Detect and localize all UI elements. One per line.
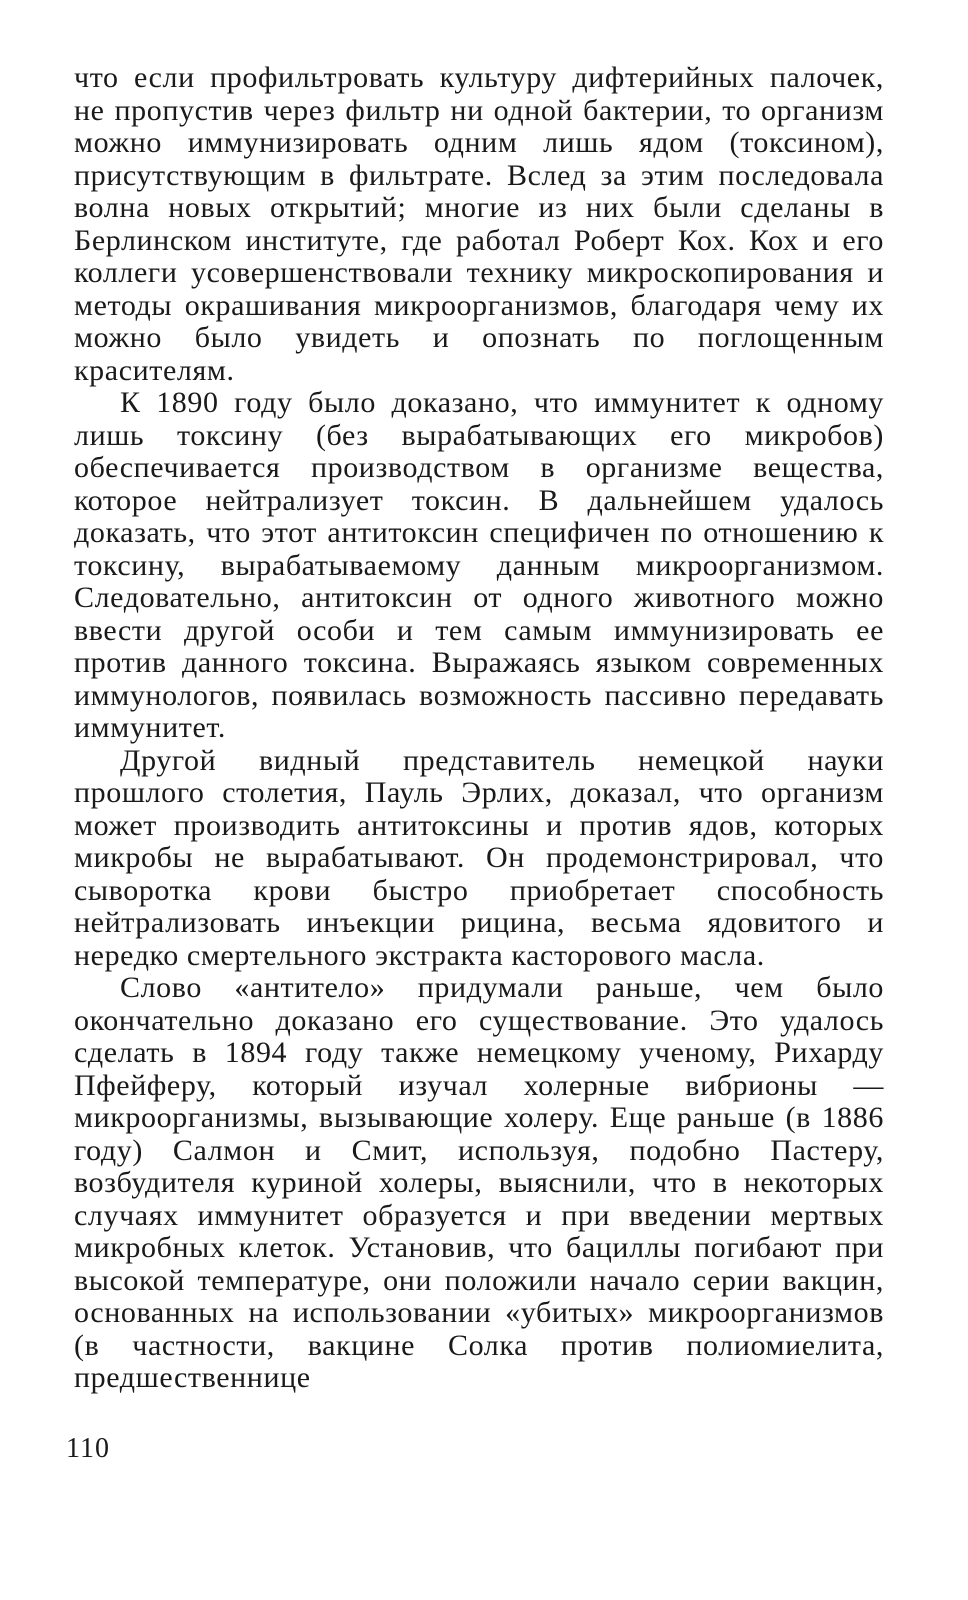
body-text	[74, 62, 884, 1395]
paragraph: Другой видный представитель немецкой науки прошлого столетия, Пауль Эрлих, доказал, что организм может производить антитоксины и против ядов, которых микробы не вырабатывают. Он продемонстрировал, что сыворотка крови быстро приобретает способность нейтрализовать инъекции рицина, весьма ядовитого и нередко смертельного экстракта касторового масла.	[74, 743, 884, 972]
page-number: 110	[66, 1433, 110, 1464]
paragraph-continued: что если профильтровать культуру дифтерийных палочек, не пропустив через фильтр ни одной бактерии, то организм можно иммунизировать одним лишь ядом (токсином), присутствующим в фильтрате. Вслед за этим последовала волна новых открытий; многие из них были сделаны в Берлинском институте, где работал Роберт Кох. Кох и его коллеги усовершенствовали технику микроскопирования и методы окрашивания микроорганизмов, благодаря чему их можно было увидеть и опознать по поглощенным красителям.	[74, 61, 884, 387]
paragraph: Слово «антитело» придумали раньше, чем было окончательно доказано его существование. Это удалось сделать в 1894 году также немецкому ученому, Рихарду Пфейферу, который изучал холерные вибрионы — микроорганизмы, вызывающие холеру. Еще раньше (в 1886 году) Салмон и Смит, используя, подобно Пастеру, возбудителя куриной холеры, выяснили, что в некоторых случаях иммунитет образуется и при введении мертвых микробных клеток. Установив, что бациллы погибают при высокой температуре, они положили начало серии вакцин, основанных на использовании «убитых» микроорганизмов (в частности, вакцине Солка против полиомиелита, предшественнице	[74, 971, 884, 1394]
paragraph: К 1890 году было доказано, что иммунитет к одному лишь токсину (без вырабатывающих его микробов) обеспечивается производством в организме вещества, которое нейтрализует токсин. В дальнейшем удалось доказать, что этот антитоксин специфичен по отношению к токсину, вырабатываемому данным микроорганизмом. Следовательно, антитоксин от одного животного можно ввести другой особи и тем самым иммунизировать ее против данного токсина. Выражаясь языком современных иммунологов, появилась возможность пассивно передавать иммунитет.	[74, 386, 884, 744]
